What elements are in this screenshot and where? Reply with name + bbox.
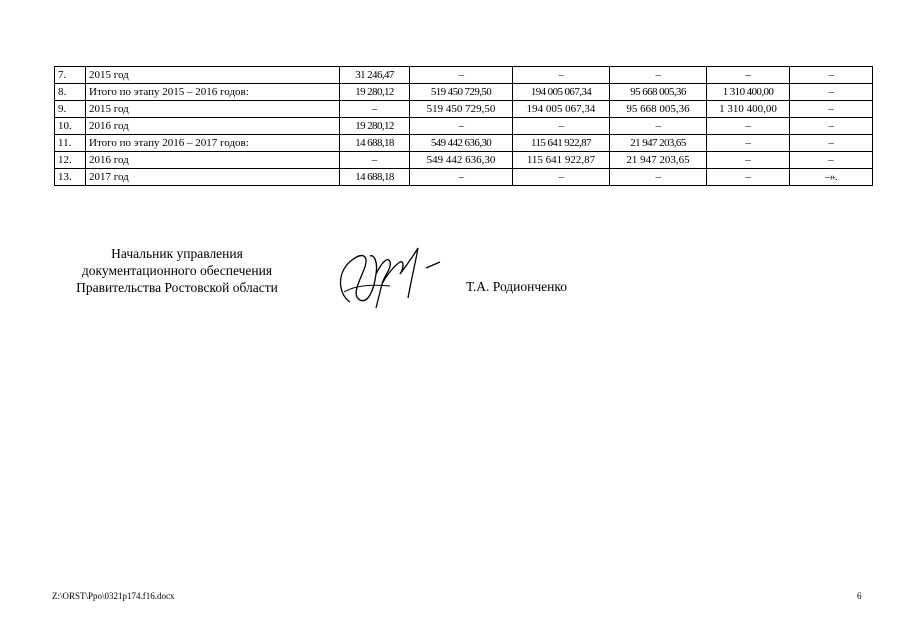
value-cell: 14 688,18 [340, 169, 410, 186]
value-cell: – [410, 67, 513, 84]
position-line-1: Начальник управления [111, 246, 243, 261]
value-cell: 31 246,47 [340, 67, 410, 84]
row-number-cell: 8. [55, 84, 86, 101]
value-cell: – [340, 152, 410, 169]
value-cell: 14 688,18 [340, 135, 410, 152]
value-cell: 19 280,12 [340, 118, 410, 135]
value-cell: 194 005 067,34 [513, 101, 610, 118]
value-cell: – [707, 67, 790, 84]
financing-table [54, 66, 873, 186]
handwritten-signature [330, 232, 445, 317]
value-cell: – [790, 67, 873, 84]
value-cell: 21 947 203,65 [610, 152, 707, 169]
signer-name: Т.А. Родионченко [466, 279, 567, 294]
value-cell: – [610, 118, 707, 135]
value-cell: 95 668 005,36 [610, 84, 707, 101]
value-cell: 95 668 005,36 [610, 101, 707, 118]
value-cell: 21 947 203,65 [610, 135, 707, 152]
value-cell: – [707, 152, 790, 169]
table-row [55, 101, 873, 118]
value-cell: 549 442 636,30 [410, 152, 513, 169]
value-cell: – [707, 169, 790, 186]
row-label-cell: 2017 год [86, 169, 340, 186]
value-cell: 1 310 400,00 [707, 101, 790, 118]
row-label-cell: 2016 год [86, 118, 340, 135]
value-cell: 115 641 922,87 [513, 152, 610, 169]
table-body [55, 67, 873, 186]
value-cell: 115 641 922,87 [513, 135, 610, 152]
table-row [55, 152, 873, 169]
value-cell: – [410, 169, 513, 186]
value-cell: 519 450 729,50 [410, 84, 513, 101]
row-label-cell: Итого по этапу 2015 – 2016 годов: [86, 84, 340, 101]
row-label-cell: 2015 год [86, 101, 340, 118]
table-row [55, 118, 873, 135]
position-line-2: документационного обеспечения [81, 263, 273, 278]
value-cell: – [610, 67, 707, 84]
file-path: Z:\ORST\Ppo\0321p174.f16.docx [52, 591, 175, 601]
value-cell: – [340, 101, 410, 118]
value-cell: – [707, 118, 790, 135]
value-cell: 519 450 729,50 [410, 101, 513, 118]
value-cell: 549 442 636,30 [410, 135, 513, 152]
table-row [55, 135, 873, 152]
row-number-cell: 12. [55, 152, 86, 169]
row-number-cell: 13. [55, 169, 86, 186]
value-cell: – [513, 118, 610, 135]
table-row [55, 67, 873, 84]
value-cell: – [610, 169, 707, 186]
row-label-cell: 2015 год [86, 67, 340, 84]
value-cell: – [410, 118, 513, 135]
value-cell: 19 280,12 [340, 84, 410, 101]
value-cell: – [790, 101, 873, 118]
row-label-cell: 2016 год [86, 152, 340, 169]
value-cell: – [790, 84, 873, 101]
row-label-cell: Итого по этапу 2016 – 2017 годов: [86, 135, 340, 152]
value-cell: 194 005 067,34 [513, 84, 610, 101]
table-row [55, 169, 873, 186]
value-cell: – [790, 118, 873, 135]
value-cell: – [707, 135, 790, 152]
value-cell: – [513, 169, 610, 186]
row-number-cell: 10. [55, 118, 86, 135]
table-row [55, 84, 873, 101]
value-cell: – [790, 152, 873, 169]
row-number-cell: 9. [55, 101, 86, 118]
row-number-cell: 11. [55, 135, 86, 152]
value-cell: – [513, 67, 610, 84]
value-cell: 1 310 400,00 [707, 84, 790, 101]
row-number-cell: 7. [55, 67, 86, 84]
signatory-position [62, 245, 292, 296]
value-cell: –». [790, 169, 873, 186]
value-cell: – [790, 135, 873, 152]
page-number: 6 [857, 591, 862, 601]
position-line-3: Правительства Ростовской области [76, 280, 278, 295]
